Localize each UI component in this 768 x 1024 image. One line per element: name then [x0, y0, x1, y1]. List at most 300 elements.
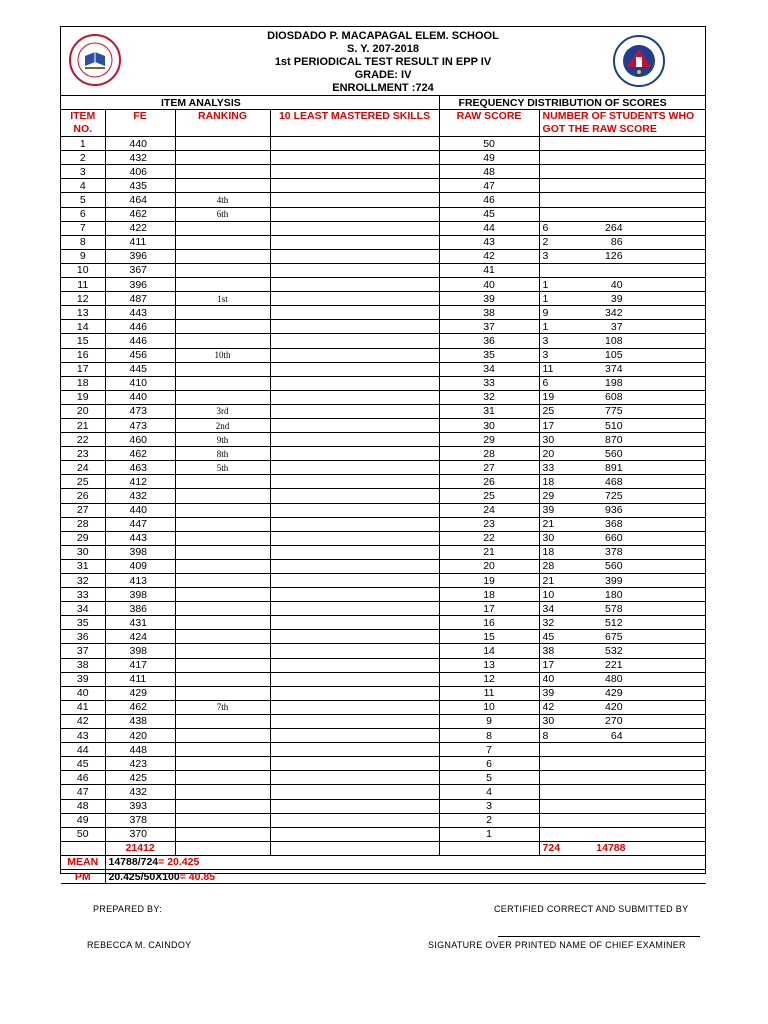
least-mastered-cell [270, 630, 439, 644]
raw-score-value: 41 [439, 263, 539, 277]
fe-value: 446 [105, 334, 175, 348]
fe-value: 396 [105, 249, 175, 263]
least-mastered-cell [270, 179, 439, 193]
fe-value: 398 [105, 644, 175, 658]
raw-score-value: 16 [439, 616, 539, 630]
mean-equals: = [158, 856, 168, 869]
students-cell [539, 827, 706, 841]
fe-value: 406 [105, 165, 175, 179]
ranking-value [175, 799, 270, 813]
raw-score-value: 8 [439, 729, 539, 743]
score-product: 180 [605, 588, 623, 601]
student-count: 34 [542, 602, 555, 615]
item-number: 9 [61, 249, 105, 263]
raw-score-value: 39 [439, 292, 539, 306]
item-number: 5 [61, 193, 105, 207]
raw-score-value: 9 [439, 714, 539, 728]
raw-score-value: 3 [439, 799, 539, 813]
least-mastered-cell [270, 320, 439, 334]
ranking-value [175, 658, 270, 672]
ranking-value [175, 165, 270, 179]
table-row [61, 771, 706, 785]
least-mastered-cell [270, 531, 439, 545]
ranking-value: 4th [175, 193, 270, 207]
fe-value: 464 [105, 193, 175, 207]
least-mastered-cell [270, 616, 439, 630]
ranking-value [175, 221, 270, 235]
ranking-value: 5th [175, 461, 270, 475]
least-mastered-cell [270, 334, 439, 348]
table-row [61, 207, 706, 221]
fe-value: 386 [105, 602, 175, 616]
table-row [61, 827, 706, 841]
student-count: 33 [542, 461, 555, 474]
raw-score-value: 15 [439, 630, 539, 644]
ranking-value: 2nd [175, 418, 270, 432]
raw-score-value: 12 [439, 672, 539, 686]
item-number: 50 [61, 827, 105, 841]
table-row [61, 813, 706, 827]
item-number: 44 [61, 743, 105, 757]
table-row [61, 292, 706, 306]
fe-value: 463 [105, 461, 175, 475]
students-cell [539, 263, 706, 277]
table-row [61, 179, 706, 193]
least-mastered-cell [270, 700, 439, 714]
item-number: 18 [61, 376, 105, 390]
student-count: 3 [542, 334, 549, 347]
item-number: 15 [61, 334, 105, 348]
item-number: 20 [61, 404, 105, 418]
students-cell [539, 503, 706, 517]
students-cell [539, 376, 706, 390]
least-mastered-cell [270, 404, 439, 418]
table-row [61, 278, 706, 292]
score-product: 578 [605, 602, 623, 615]
least-mastered-cell [270, 686, 439, 700]
students-cell [539, 433, 706, 447]
item-number: 33 [61, 588, 105, 602]
item-number: 29 [61, 531, 105, 545]
student-count: 1 [542, 320, 549, 333]
table-row [61, 517, 706, 531]
ranking-value [175, 827, 270, 841]
fe-value: 445 [105, 362, 175, 376]
table-row [61, 559, 706, 573]
least-mastered-cell [270, 461, 439, 475]
school-name: DIOSDADO P. MACAPAGAL ELEM. SCHOOL [267, 30, 499, 42]
students-cell [539, 306, 706, 320]
pm-label: PM [61, 869, 105, 883]
score-product: 342 [605, 306, 623, 319]
ranking-value [175, 376, 270, 390]
least-mastered-cell [270, 559, 439, 573]
least-mastered-cell [270, 151, 439, 165]
enrollment: ENROLLMENT :724 [332, 82, 434, 94]
students-header: NUMBER OF STUDENTS WHO GOT THE RAW SCORE [539, 110, 706, 137]
score-product: 368 [605, 518, 623, 531]
students-cell [539, 672, 706, 686]
students-cell [539, 545, 706, 559]
students-cell [539, 475, 706, 489]
score-product: 40 [610, 278, 623, 291]
fe-value: 425 [105, 771, 175, 785]
item-number: 13 [61, 306, 105, 320]
item-number: 8 [61, 235, 105, 249]
table-row [61, 686, 706, 700]
fe-value: 473 [105, 418, 175, 432]
item-number: 11 [61, 278, 105, 292]
raw-score-header: RAW SCORE [439, 110, 539, 137]
students-cell [539, 404, 706, 418]
score-product: 108 [605, 334, 623, 347]
fe-value: 411 [105, 672, 175, 686]
raw-score-value: 27 [439, 461, 539, 475]
raw-score-value: 45 [439, 207, 539, 221]
score-product: 86 [610, 236, 623, 249]
table-row [61, 602, 706, 616]
table-row [61, 588, 706, 602]
least-mastered-cell [270, 390, 439, 404]
least-mastered-cell [270, 433, 439, 447]
raw-score-value: 1 [439, 827, 539, 841]
pm-value: 40.85 [188, 870, 216, 883]
students-cell [539, 729, 706, 743]
ranking-value: 10th [175, 348, 270, 362]
table-row [61, 235, 706, 249]
item-no-header: ITEM NO. [61, 110, 105, 137]
students-cell [539, 418, 706, 432]
least-mastered-cell [270, 799, 439, 813]
ranking-value: 6th [175, 207, 270, 221]
least-mastered-cell [270, 644, 439, 658]
raw-score-value: 10 [439, 700, 539, 714]
signature-line [498, 936, 700, 937]
score-product: 480 [605, 673, 623, 686]
mean-row [61, 855, 706, 869]
item-number: 32 [61, 574, 105, 588]
certified-label: CERTIFIED CORRECT AND SUBMITTED BY [494, 904, 689, 914]
student-count: 2 [542, 236, 549, 249]
raw-score-value: 18 [439, 588, 539, 602]
ranking-value [175, 334, 270, 348]
score-product: 105 [605, 349, 623, 362]
fe-value: 456 [105, 348, 175, 362]
raw-score-value: 2 [439, 813, 539, 827]
table-row [61, 714, 706, 728]
item-number: 47 [61, 785, 105, 799]
fe-value: 440 [105, 503, 175, 517]
pm-row [61, 869, 706, 883]
fe-value: 420 [105, 729, 175, 743]
fe-value: 409 [105, 559, 175, 573]
raw-score-value: 23 [439, 517, 539, 531]
students-cell [539, 362, 706, 376]
fe-value: 435 [105, 179, 175, 193]
student-count: 8 [542, 729, 549, 742]
raw-score-value: 33 [439, 376, 539, 390]
fe-value: 440 [105, 390, 175, 404]
grade-level: GRADE: IV [354, 69, 412, 81]
students-cell [539, 813, 706, 827]
students-cell [539, 531, 706, 545]
student-count: 39 [542, 687, 555, 700]
report-header [61, 27, 705, 96]
score-product: 374 [605, 363, 623, 376]
ranking-header: RANKING [175, 110, 270, 137]
ranking-value [175, 757, 270, 771]
table-row [61, 263, 706, 277]
student-count: 30 [542, 715, 555, 728]
ranking-value [175, 574, 270, 588]
item-number: 36 [61, 630, 105, 644]
ranking-value [175, 151, 270, 165]
raw-score-value: 7 [439, 743, 539, 757]
table-row [61, 165, 706, 179]
table-row [61, 785, 706, 799]
item-number: 39 [61, 672, 105, 686]
least-mastered-cell [270, 193, 439, 207]
table-row [61, 447, 706, 461]
least-mastered-cell [270, 376, 439, 390]
fe-value: 447 [105, 517, 175, 531]
item-analysis-heading: ITEM ANALYSIS [61, 96, 439, 110]
score-product: 560 [605, 560, 623, 573]
item-number: 1 [61, 137, 105, 151]
ranking-value [175, 729, 270, 743]
table-row [61, 644, 706, 658]
item-number: 25 [61, 475, 105, 489]
raw-score-value: 34 [439, 362, 539, 376]
fe-value: 411 [105, 235, 175, 249]
student-count: 21 [542, 518, 555, 531]
ranking-value [175, 489, 270, 503]
score-product: 378 [605, 546, 623, 559]
students-cell [539, 221, 706, 235]
student-count: 18 [542, 475, 555, 488]
fe-value: 378 [105, 813, 175, 827]
table-row [61, 306, 706, 320]
score-product: 420 [605, 701, 623, 714]
raw-score-value: 30 [439, 418, 539, 432]
analysis-table [61, 96, 706, 884]
fe-total: 21412 [105, 841, 175, 855]
fe-value: 412 [105, 475, 175, 489]
fe-value: 417 [105, 658, 175, 672]
score-product: 675 [605, 630, 623, 643]
least-mastered-cell [270, 517, 439, 531]
student-count: 9 [542, 306, 549, 319]
item-number: 7 [61, 221, 105, 235]
item-number: 6 [61, 207, 105, 221]
students-cell [539, 179, 706, 193]
least-mastered-cell [270, 489, 439, 503]
raw-score-value: 25 [439, 489, 539, 503]
fe-value: 396 [105, 278, 175, 292]
students-cell [539, 489, 706, 503]
student-count: 32 [542, 616, 555, 629]
ranking-value [175, 531, 270, 545]
student-count: 25 [542, 405, 555, 418]
students-cell [539, 151, 706, 165]
raw-score-value: 32 [439, 390, 539, 404]
mean-formula: 14788/724 [108, 856, 159, 869]
table-row [61, 404, 706, 418]
student-count: 20 [542, 447, 555, 460]
table-row [61, 630, 706, 644]
raw-score-value: 14 [439, 644, 539, 658]
student-count: 18 [542, 546, 555, 559]
raw-score-value: 26 [439, 475, 539, 489]
ranking-value [175, 813, 270, 827]
students-cell [539, 714, 706, 728]
fe-value: 432 [105, 151, 175, 165]
ranking-value: 9th [175, 433, 270, 447]
raw-score-value: 47 [439, 179, 539, 193]
fe-value: 446 [105, 320, 175, 334]
fe-value: 393 [105, 799, 175, 813]
item-number: 10 [61, 263, 105, 277]
ranking-value [175, 320, 270, 334]
score-product: 775 [605, 405, 623, 418]
raw-score-value: 17 [439, 602, 539, 616]
ranking-value [175, 306, 270, 320]
item-number: 28 [61, 517, 105, 531]
raw-score-value: 31 [439, 404, 539, 418]
students-cell [539, 207, 706, 221]
fe-value: 367 [105, 263, 175, 277]
least-mastered-cell [270, 771, 439, 785]
item-number: 19 [61, 390, 105, 404]
table-row [61, 672, 706, 686]
table-row [61, 729, 706, 743]
table-row [61, 757, 706, 771]
students-cell [539, 574, 706, 588]
score-product: 512 [605, 616, 623, 629]
students-cell [539, 348, 706, 362]
signature-caption: SIGNATURE OVER PRINTED NAME OF CHIEF EXAMINER [428, 940, 686, 950]
fe-value: 473 [105, 404, 175, 418]
least-mastered-cell [270, 503, 439, 517]
table-row [61, 249, 706, 263]
item-number: 48 [61, 799, 105, 813]
students-cell [539, 644, 706, 658]
student-count: 6 [542, 222, 549, 235]
least-mastered-cell [270, 348, 439, 362]
score-product: 891 [605, 461, 623, 474]
table-row [61, 137, 706, 151]
students-cell [539, 602, 706, 616]
result-sheet [60, 26, 706, 883]
table-row [61, 376, 706, 390]
ranking-value [175, 672, 270, 686]
table-row [61, 433, 706, 447]
fe-value: 429 [105, 686, 175, 700]
score-product: 660 [605, 532, 623, 545]
pm-formula: 20.425/50X100 [108, 870, 180, 883]
students-cell [539, 278, 706, 292]
student-count: 42 [542, 701, 555, 714]
students-cell [539, 771, 706, 785]
table-row [61, 320, 706, 334]
item-number: 2 [61, 151, 105, 165]
item-number: 27 [61, 503, 105, 517]
least-mastered-cell [270, 418, 439, 432]
least-mastered-cell [270, 813, 439, 827]
students-cell [539, 700, 706, 714]
ranking-value [175, 390, 270, 404]
ranking-value [175, 785, 270, 799]
least-mastered-cell [270, 249, 439, 263]
score-product: 560 [605, 447, 623, 460]
prepared-by-label: PREPARED BY: [93, 904, 162, 914]
students-cell [539, 517, 706, 531]
students-cell [539, 799, 706, 813]
fe-value: 438 [105, 714, 175, 728]
totals-row [61, 841, 706, 855]
raw-score-value: 28 [439, 447, 539, 461]
least-mastered-cell [270, 574, 439, 588]
ranking-value [175, 771, 270, 785]
table-row [61, 390, 706, 404]
raw-score-value: 48 [439, 165, 539, 179]
fe-value: 398 [105, 545, 175, 559]
students-cell [539, 616, 706, 630]
students-cell [539, 658, 706, 672]
least-mastered-cell [270, 588, 439, 602]
students-cell [539, 292, 706, 306]
students-cell [539, 320, 706, 334]
fe-value: 423 [105, 757, 175, 771]
table-row [61, 221, 706, 235]
table-row [61, 700, 706, 714]
score-product: 270 [605, 715, 623, 728]
fe-value: 462 [105, 207, 175, 221]
raw-score-value: 40 [439, 278, 539, 292]
item-number: 26 [61, 489, 105, 503]
student-count: 28 [542, 560, 555, 573]
item-number: 12 [61, 292, 105, 306]
score-product: 936 [605, 504, 623, 517]
student-count: 3 [542, 349, 549, 362]
fe-value: 460 [105, 433, 175, 447]
students-cell [539, 137, 706, 151]
student-count: 3 [542, 250, 549, 263]
least-mastered-cell [270, 475, 439, 489]
ranking-value [175, 179, 270, 193]
raw-score-value: 19 [439, 574, 539, 588]
table-row [61, 348, 706, 362]
table-row [61, 334, 706, 348]
ranking-value: 3rd [175, 404, 270, 418]
raw-score-value: 11 [439, 686, 539, 700]
students-cell [539, 785, 706, 799]
raw-score-value: 21 [439, 545, 539, 559]
pm-cell [105, 869, 706, 883]
score-product: 126 [605, 250, 623, 263]
student-count: 1 [542, 278, 549, 291]
raw-score-value: 20 [439, 559, 539, 573]
students-cell [539, 559, 706, 573]
table-row [61, 503, 706, 517]
least-mastered-cell [270, 292, 439, 306]
raw-score-value: 46 [439, 193, 539, 207]
mean-label: MEAN [61, 855, 105, 869]
students-cell [539, 334, 706, 348]
least-mastered-cell [270, 785, 439, 799]
item-number: 21 [61, 418, 105, 432]
least-mastered-cell [270, 827, 439, 841]
